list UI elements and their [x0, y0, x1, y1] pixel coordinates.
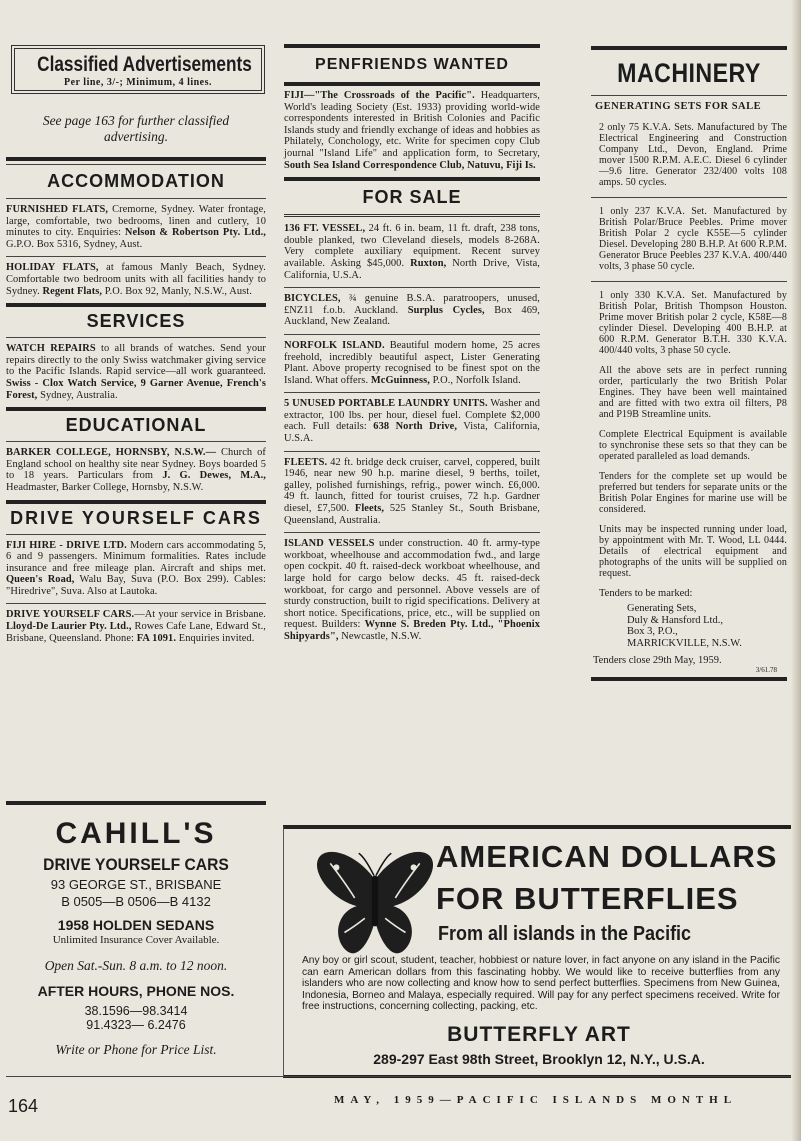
machinery-heading: MACHINERY [617, 58, 761, 88]
machinery-subheading: GENERATING SETS FOR SALE [595, 101, 762, 112]
ad-136ft-vessel: 136 FT. VESSEL, 24 ft. 6 in. beam, 11 ft. draft, 238 tons, double planked, two Cleveland diesels, models 8-268A. Very complete auxiliary equipment. Recent survey available. Asking $45,000. Ruxton, North Drive, Vista, California, U.S.A. [284, 223, 541, 281]
ad-furnished-flats: FURNISHED FLATS, Cremorne, Sydney. Water frontage, large, comfortable, two bedrooms, linen and cutlery, 10 minutes to city. Enquiries: Nelson & Robertson Pty. Ltd., G.P.O. Box 5316, Sydney, Aust. [6, 204, 266, 250]
cahills-phone-nos-2: 91.4323— 6.2476 [86, 1018, 186, 1032]
butterfly-ad [283, 825, 794, 1078]
ad-island-vessels: ISLAND VESSELS under construction. 40 ft. army-type workboat, wheelhouse and accommodation fwd., and large open cockpit. 40 ft. raised-deck workboat wheelhouse, and large hold for cargo below decks. 45 ft. raised-deck workboat, for cargo and personnel. Above vessels are of sturdy construction, built to rigid specifications. Delivery at short notice. Specifications, price, etc., will be supplied on request. Builders: Wynne S. Breden Pty. Ltd., "Phoenix Shipyards", Newcastle, N.S.W. [284, 538, 541, 642]
ad-barker-college: BARKER COLLEGE, HORNSBY, N.S.W.— Church of England school on healthy site near Sydney. Boys boarded 5 to 18 years. Particulars from J. G. Dewes, M.A., Headmaster, Barker College, Hornsby, N.S.W. [6, 447, 266, 493]
butterfly-body: Any boy or girl scout, student, teacher, hobbiest or nature lover, in fact anyone on any island in the Pacific can earn American dollars from this fascinating hobby. We would like to receive butterflies from any islanders who are now collecting and know how to send perfect butterflies. Specimens from New Guinea, Indonesia, Borneo and Malaya, especially required. Will pay for any perfect specimens received. Write for free instructions, concerning collecting, packing, etc. [302, 955, 780, 1013]
ad-bicycles: BICYCLES, ¾ genuine B.S.A. paratroopers, unused, £NZ11 f.o.b. Auckland. Surplus Cycles, Box 469, Auckland, New Zealand. [284, 293, 540, 328]
cahills-phone-nos-1: 38.1596—98.3414 [84, 1004, 188, 1018]
for-sale-heading: FOR SALE [362, 187, 462, 208]
educational-heading: EDUCATIONAL [65, 415, 207, 436]
tender-address: Generating Sets, Duly & Hansford Ltd., Box 3, P.O., MARRICKVILLE, N.S.W. [627, 603, 742, 649]
machinery-p3: 1 only 330 K.V.A. Set. Manufactured by British Polar, British Thompson Houston. Prime mover British polar 2 cycle, K58E—8 cylinder Diesel. Developing 400 B.H.P. at 600 R.P.M. Generator B.T.H. 330 K.V.A. 400/440 volts, 3 phase 50 cycle. [599, 290, 787, 356]
ad-ref: 3/61.78 [755, 666, 777, 674]
ad-fiji-hire-drive: FIJI HIRE - DRIVE LTD. Modern cars accommodating 5, 6 and 9 passengers. Minimum formalities. Rates include insurance and free mileage plan. Aircraft and ships met. Queen's Road, Walu Bay, Suva (P.O. Box 299). Cables: "Hiredrive", Suva. Also at Lautoka. [6, 539, 266, 597]
cahills-open-hours: Open Sat.-Sun. 8 a.m. to 12 noon. [44, 958, 228, 973]
butterfly-art-address: 289-297 East 98th Street, Brooklyn 12, N.Y., U.S.A. [373, 1051, 705, 1067]
column-left [6, 40, 266, 650]
butterfly-headline-1: AMERICAN DOLLARS [436, 839, 778, 874]
see-page-note: See page 163 for further classified advertising. [42, 113, 230, 144]
ad-lloyd-de-laurier: DRIVE YOURSELF CARS.—At your service in Brisbane. Lloyd-De Laurier Pty. Ltd., Rowes Cafe Lane, Edward St., Brisbane, Queensland. Phone: FA 1091. Enquiries invited. [6, 609, 267, 644]
butterfly-icon [314, 841, 436, 963]
cahills-drive-line: DRIVE YOURSELF CARS [43, 855, 229, 874]
machinery-p2: 1 only 237 K.V.A. Set. Manufactured by British Polar/Bruce Peebles. Prime mover British Polar 2 cycle K55E—5 cylinder Diesel. Developing 280 B.H.P. At 600 R.P.M. Generator Bruce Peebles 237 K.V.A. 400/440 volts, 3 phase 50 cycle. [599, 206, 787, 272]
classified-title: Classified Advertisements [37, 53, 252, 76]
butterfly-headline-3: From all islands in the Pacific [438, 923, 692, 945]
classified-rates: Per line, 3/-; Minimum, 4 lines. [63, 77, 213, 88]
ad-holiday-flats: HOLIDAY FLATS, at famous Manly Beach, Sydney. Comfortable two bedroom units with all facilities handy to Sydney. Regent Flats, P.O. Box 92, Manly, N.S.W., Aust. [6, 262, 266, 297]
tenders-marked: Tenders to be marked: [599, 588, 693, 599]
classified-box [14, 48, 262, 91]
services-heading: SERVICES [86, 311, 186, 332]
machinery-p4: All the above sets are in perfect running order, particularly the two British Polar Engines. They have been well maintained and are fitted with two extra oil filters, P8 and P19B Streamline units. [599, 365, 787, 420]
page-footer [6, 1090, 801, 1120]
drive-yourself-heading: DRIVE YOURSELF CARS [10, 507, 262, 528]
cahills-after-hours: AFTER HOURS, PHONE NOS. [37, 983, 235, 999]
column-middle [284, 40, 540, 649]
cahills-address: 93 GEORGE ST., BRISBANE [50, 877, 222, 892]
cahills-insurance: Unlimited Insurance Cover Available. [52, 934, 220, 946]
ad-norfolk-island: NORFOLK ISLAND. Beautiful modern home, 25 acres freehold, incredibly beautiful aspect, Lister Generating Plant. Above property recognised to be finest spot on the Island. What offers. McGuinness, P.O., Norfolk Island. [284, 339, 540, 386]
machinery-p5: Complete Electrical Equipment is available to synchronise these sets so that they can be operated paralleled as load demands. [599, 429, 787, 462]
machinery-p6: Tenders for the complete set up would be preferred but tenders for separate units or the British Polar Engines for marine use will be considered. [599, 471, 787, 515]
ad-laundry-units: 5 UNUSED PORTABLE LAUNDRY UNITS. Washer and extractor, 100 lbs. per hour, diesel fuel. Complete $2,000 each. Full details: 638 North Drive, Vista, California, U.S.A. [284, 398, 540, 445]
tenders-close: Tenders close 29th May, 1959. [593, 655, 722, 666]
butterfly-art-name: BUTTERFLY ART [447, 1023, 631, 1046]
cahills-sedans: 1958 HOLDEN SEDANS [57, 917, 215, 933]
machinery-p7: Units may be inspected running under load, by appointment with Mr. T. Wood, LL 0444. Details of electrical equipment and photographs of the units will be supplied on request. [599, 524, 787, 579]
ad-watch-repairs: WATCH REPAIRS to all brands of watches. Send your repairs directly to the only Swiss watchmaker giving service to the Pacific Islands. Rapid service—all work guaranteed. Swiss - Clox Watch Service, 9 Garner Avenue, French's Forest, Sydney, Australia. [6, 343, 266, 401]
cahills-phones: B 0505—B 0506—B 4132 [61, 894, 211, 909]
accommodation-heading: ACCOMMODATION [47, 171, 225, 191]
ad-fleets: FLEETS. 42 ft. bridge deck cruiser, carvel, coppered, built 1946, near new 90 h.p. marine diesel, 9 berths, toilet, galley, polished furnishings, refrig., power winch. £6,000. 49 ft. launch, fitted for tourist cruises, 72 h.p. Gardner diesel, £7,500. Fleets, 525 Stanley St., South Brisbane, Queensland, Australia. [284, 456, 540, 526]
running-footer: MAY, 1959—PACIFIC ISLANDS MONTHL [334, 1094, 738, 1106]
page-edge-shadow [791, 0, 801, 1141]
cahills-ad [6, 798, 266, 1058]
cahills-write: Write or Phone for Price List. [55, 1042, 217, 1057]
cahills-name: CAHILL'S [55, 817, 217, 850]
ad-fiji-penfriends: FIJI—"The Crossroads of the Pacific". Headquarters, World's leading Society (Est. 1933) providing world-wide correspondents interested in British Colonies and Pacific Islands study and friendly exchange of ideas and hobbies as Philately, Conchology, etc. Write for specimen copy Club journal "Island Life" and application form, to Secretary, South Sea Island Correspondence Club, Natuvu, Fiji Is. [284, 90, 540, 171]
machinery-p1: 2 only 75 K.V.A. Sets. Manufactured by The Electrical Engineering and Construction Company Ltd., Devon, England. Prime mover 1500 R.P.M. A.E.C. Diesel 6 cylinder—9.6 litre. Generator 232/400 volts 108 amps. 50 cycles. [599, 122, 787, 188]
column-right [591, 40, 787, 684]
page-number: 164 [8, 1096, 39, 1116]
penfriends-heading: PENFRIENDS WANTED [315, 56, 509, 73]
butterfly-headline-2: FOR BUTTERFLIES [436, 881, 739, 916]
